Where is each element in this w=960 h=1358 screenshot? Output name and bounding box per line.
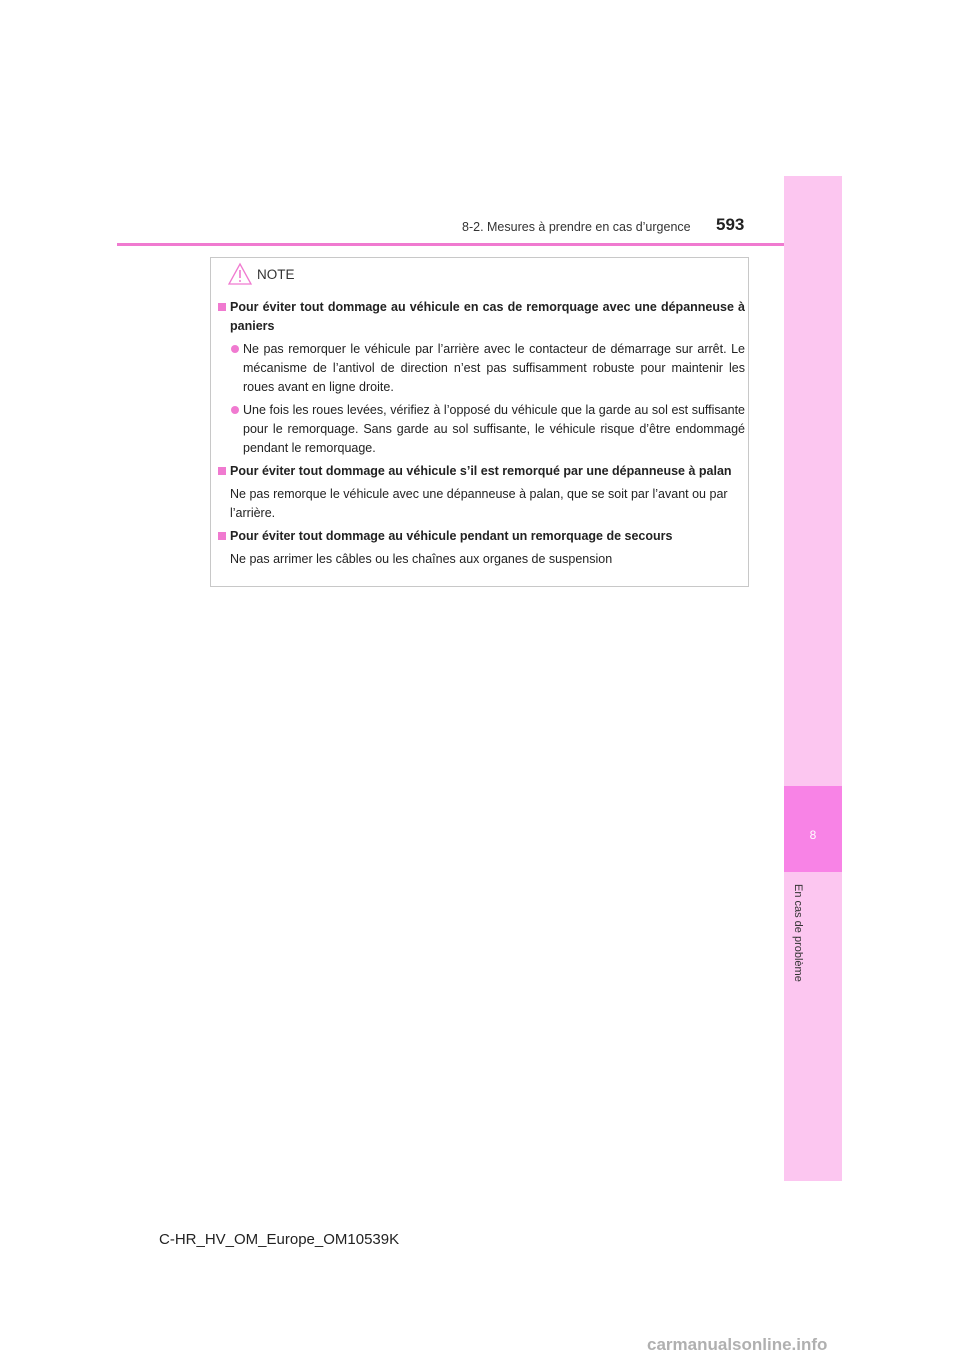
circle-bullet-icon — [231, 345, 239, 353]
note-item-heading — [217, 527, 745, 546]
note-sub-item — [217, 401, 745, 458]
note-item-heading — [217, 462, 745, 481]
chapter-tab — [784, 176, 842, 1181]
note-sub-item — [217, 340, 745, 397]
note-item-heading — [217, 298, 745, 336]
note-paragraph: Ne pas remorque le véhicule avec une dépanneuse à palan, que se soit par l’avant ou par l’arrière. — [230, 487, 728, 520]
note-heading-text: Pour éviter tout dommage au véhicule pendant un remorquage de secours — [230, 529, 673, 543]
document-code: C-HR_HV_OM_Europe_OM10539K — [159, 1231, 400, 1248]
note-title: NOTE — [257, 266, 295, 282]
circle-bullet-icon — [231, 406, 239, 414]
note-heading-text: Pour éviter tout dommage au véhicule s’il est remorqué par une dépanneuse à palan — [230, 464, 732, 478]
note-box — [210, 257, 749, 587]
note-body — [217, 298, 745, 569]
section-title: 8-2. Mesures à prendre en cas d’urgence — [462, 220, 691, 234]
square-bullet-icon — [218, 532, 226, 540]
header-divider — [117, 243, 841, 246]
note-heading-text: Pour éviter tout dommage au véhicule en cas de remorquage avec une dépanneuse à paniers — [230, 300, 745, 333]
note-sub-text: Ne pas remorquer le véhicule par l’arrière avec le contacteur de démarrage sur arrêt. Le mécanisme de l’antivol de direction n’est pas suffisamment robuste pour maintenir les roues avant en ligne droite. — [243, 342, 745, 394]
warning-triangle-icon — [227, 262, 253, 286]
chapter-number: 8 — [809, 828, 817, 842]
watermark: carmanualsonline.info — [647, 1335, 828, 1354]
square-bullet-icon — [218, 303, 226, 311]
note-header — [227, 262, 295, 286]
square-bullet-icon — [218, 467, 226, 475]
note-paragraph: Ne pas arrimer les câbles ou les chaînes aux organes de suspension — [230, 552, 613, 566]
note-sub-text: Une fois les roues levées, vérifiez à l’opposé du véhicule que la garde au sol est suffisante pour le remorquage. Sans garde au sol suffisante, le véhicule risque d’être endommagé pendant le remorquage. — [243, 403, 745, 455]
page-number: 593 — [716, 215, 745, 234]
chapter-label: En cas de problème — [792, 884, 804, 982]
